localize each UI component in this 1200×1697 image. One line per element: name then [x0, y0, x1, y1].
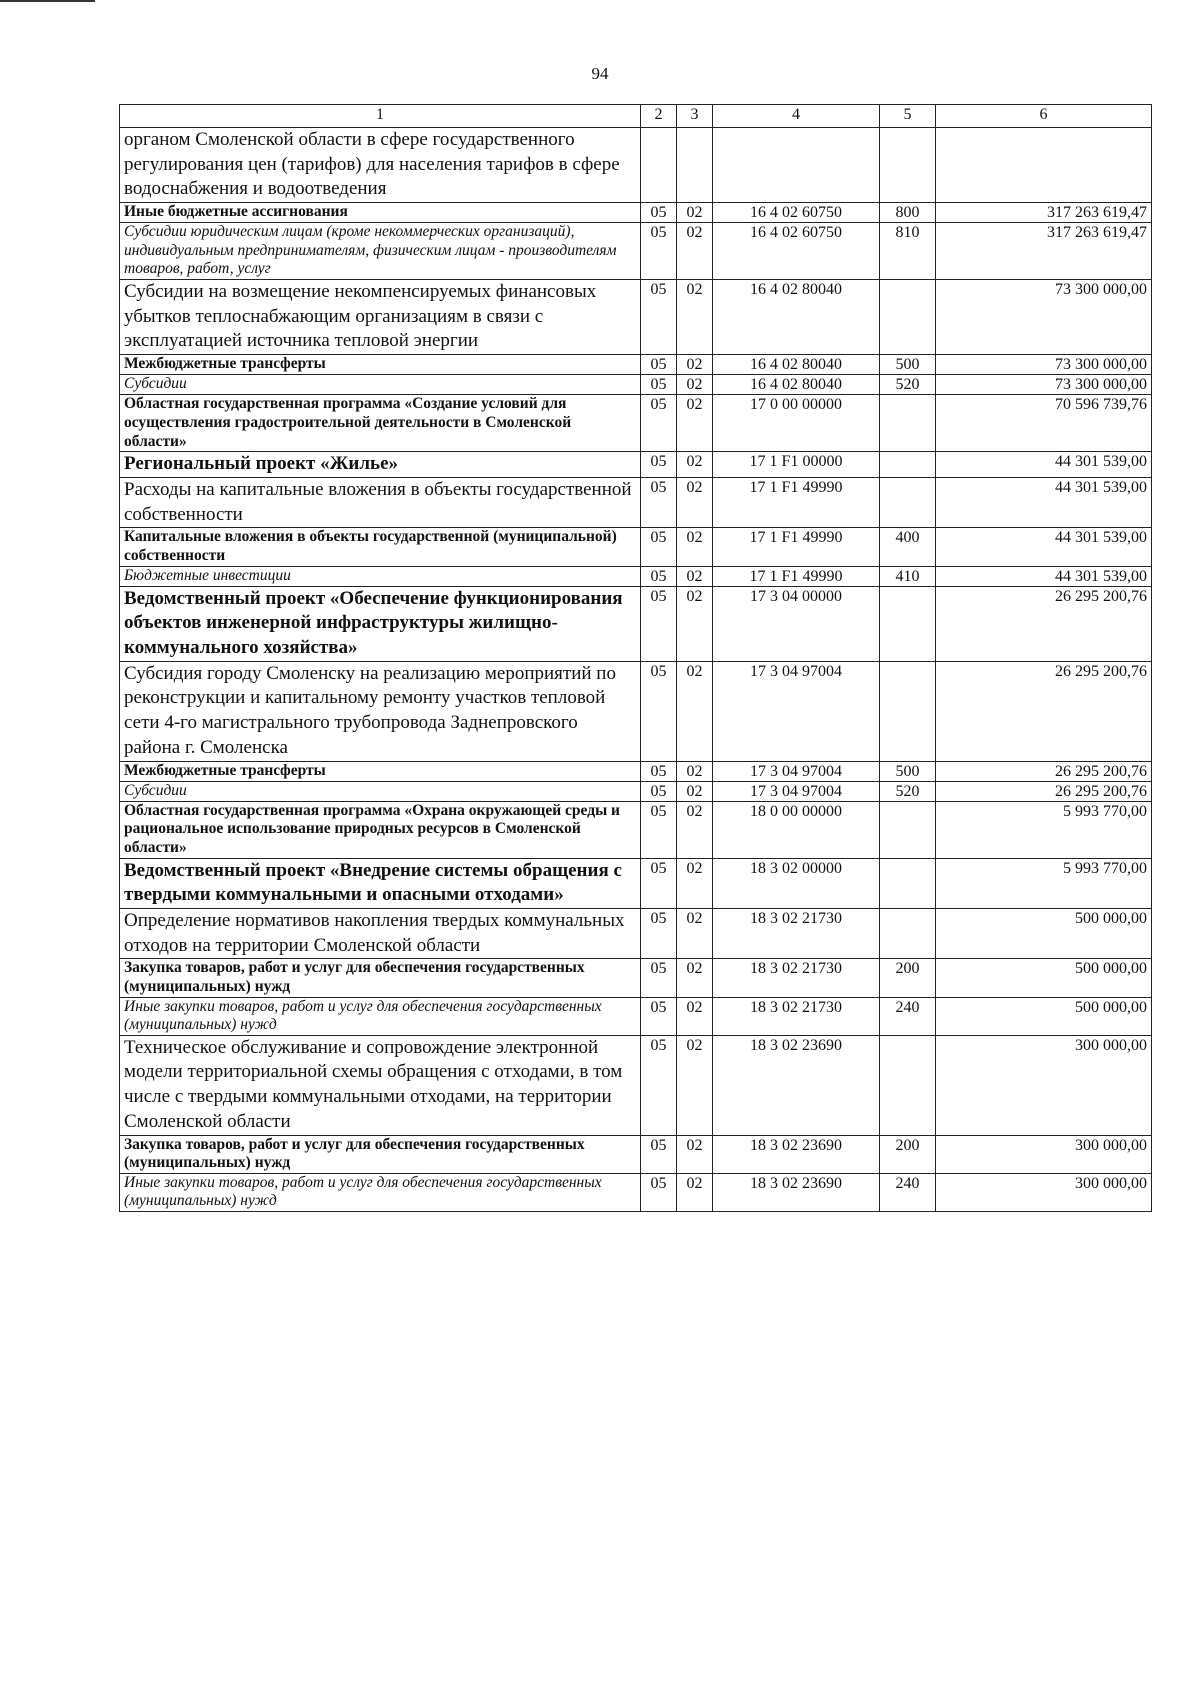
- subsection-cell: 02: [677, 761, 713, 781]
- header-cell: 2: [641, 105, 677, 128]
- target-code-cell: 16 4 02 60750: [713, 203, 880, 223]
- amount-cell: 26 295 200,76: [936, 781, 1152, 801]
- item-name-cell: органом Смоленской области в сфере государственного регулирования цен (тарифов) для населения тарифов в сфере водоснабжения и водоотведения: [120, 128, 641, 203]
- target-code-cell: 17 3 04 97004: [713, 661, 880, 761]
- item-name-cell: Бюджетные инвестиции: [120, 566, 641, 586]
- expense-type-cell: [880, 1035, 936, 1135]
- table-row: [120, 586, 1152, 661]
- table-row: [120, 566, 1152, 586]
- page-number: 94: [591, 64, 609, 83]
- table-row: [120, 375, 1152, 395]
- subsection-cell: 02: [677, 1135, 713, 1173]
- header-row: [120, 105, 1152, 128]
- section-cell: 05: [641, 586, 677, 661]
- target-code-cell: 18 3 02 23690: [713, 1135, 880, 1173]
- item-name-cell: Иные закупки товаров, работ и услуг для обеспечения государственных (муниципальных) нужд: [120, 1173, 641, 1211]
- header-cell: 3: [677, 105, 713, 128]
- scan-edge-mark: [0, 0, 95, 2]
- item-name-cell: Закупка товаров, работ и услуг для обеспечения государственных (муниципальных) нужд: [120, 959, 641, 997]
- amount-cell: 44 301 539,00: [936, 528, 1152, 566]
- section-cell: 05: [641, 909, 677, 959]
- subsection-cell: 02: [677, 223, 713, 280]
- table-row: [120, 959, 1152, 997]
- header-cell: 5: [880, 105, 936, 128]
- target-code-cell: 18 0 00 00000: [713, 801, 880, 858]
- expense-type-cell: [880, 858, 936, 908]
- section-cell: 05: [641, 223, 677, 280]
- expense-type-cell: [880, 477, 936, 527]
- amount-cell: 317 263 619,47: [936, 203, 1152, 223]
- section-cell: 05: [641, 781, 677, 801]
- section-cell: 05: [641, 477, 677, 527]
- expense-type-cell: 410: [880, 566, 936, 586]
- amount-cell: 44 301 539,00: [936, 452, 1152, 478]
- table-row: [120, 395, 1152, 452]
- expense-type-cell: [880, 661, 936, 761]
- header-cell: 4: [713, 105, 880, 128]
- header-cell: 6: [936, 105, 1152, 128]
- item-name-cell: Субсидии на возмещение некомпенсируемых финансовых убытков теплоснабжающим организациям в связи с эксплуатацией источника тепловой энергии: [120, 280, 641, 355]
- table-row: [120, 1173, 1152, 1211]
- table-row: [120, 1035, 1152, 1135]
- subsection-cell: 02: [677, 375, 713, 395]
- target-code-cell: 18 3 02 23690: [713, 1173, 880, 1211]
- section-cell: 05: [641, 528, 677, 566]
- subsection-cell: [677, 128, 713, 203]
- item-name-cell: Субсидии юридическим лицам (кроме некоммерческих организаций), индивидуальным предпринимателям, физическим лицам - производителям товаров, работ, услуг: [120, 223, 641, 280]
- subsection-cell: 02: [677, 477, 713, 527]
- expense-type-cell: [880, 452, 936, 478]
- subsection-cell: 02: [677, 452, 713, 478]
- table-row: [120, 128, 1152, 203]
- expense-type-cell: 200: [880, 1135, 936, 1173]
- section-cell: 05: [641, 661, 677, 761]
- subsection-cell: 02: [677, 586, 713, 661]
- target-code-cell: 16 4 02 80040: [713, 280, 880, 355]
- subsection-cell: 02: [677, 1173, 713, 1211]
- item-name-cell: Иные бюджетные ассигнования: [120, 203, 641, 223]
- section-cell: 05: [641, 801, 677, 858]
- table-row: [120, 761, 1152, 781]
- header-cell: 1: [120, 105, 641, 128]
- section-cell: 05: [641, 1173, 677, 1211]
- target-code-cell: 18 3 02 23690: [713, 1035, 880, 1135]
- expense-type-cell: 520: [880, 781, 936, 801]
- section-cell: 05: [641, 452, 677, 478]
- table-row: [120, 858, 1152, 908]
- expense-type-cell: 200: [880, 959, 936, 997]
- target-code-cell: 17 0 00 00000: [713, 395, 880, 452]
- expense-type-cell: [880, 586, 936, 661]
- expense-type-cell: 810: [880, 223, 936, 280]
- amount-cell: 5 993 770,00: [936, 801, 1152, 858]
- amount-cell: 500 000,00: [936, 909, 1152, 959]
- target-code-cell: 18 3 02 21730: [713, 909, 880, 959]
- item-name-cell: Расходы на капитальные вложения в объекты государственной собственности: [120, 477, 641, 527]
- expense-type-cell: 240: [880, 997, 936, 1035]
- budget-table-body: [120, 105, 1152, 1212]
- subsection-cell: 02: [677, 203, 713, 223]
- table-row: [120, 661, 1152, 761]
- item-name-cell: Субсидии: [120, 375, 641, 395]
- expense-type-cell: [880, 128, 936, 203]
- subsection-cell: 02: [677, 781, 713, 801]
- item-name-cell: Иные закупки товаров, работ и услуг для обеспечения государственных (муниципальных) нужд: [120, 997, 641, 1035]
- target-code-cell: 17 3 04 97004: [713, 761, 880, 781]
- subsection-cell: 02: [677, 997, 713, 1035]
- target-code-cell: [713, 128, 880, 203]
- expense-type-cell: 240: [880, 1173, 936, 1211]
- table-row: [120, 223, 1152, 280]
- amount-cell: [936, 128, 1152, 203]
- table-row: [120, 997, 1152, 1035]
- amount-cell: 26 295 200,76: [936, 661, 1152, 761]
- section-cell: 05: [641, 1135, 677, 1173]
- target-code-cell: 18 3 02 21730: [713, 997, 880, 1035]
- item-name-cell: Закупка товаров, работ и услуг для обеспечения государственных (муниципальных) нужд: [120, 1135, 641, 1173]
- amount-cell: 73 300 000,00: [936, 355, 1152, 375]
- item-name-cell: Определение нормативов накопления твердых коммунальных отходов на территории Смоленской области: [120, 909, 641, 959]
- amount-cell: 26 295 200,76: [936, 761, 1152, 781]
- amount-cell: 73 300 000,00: [936, 280, 1152, 355]
- subsection-cell: 02: [677, 801, 713, 858]
- item-name-cell: Областная государственная программа «Охрана окружающей среды и рациональное использование природных ресурсов в Смоленской области»: [120, 801, 641, 858]
- section-cell: 05: [641, 395, 677, 452]
- amount-cell: 300 000,00: [936, 1035, 1152, 1135]
- expense-type-cell: 800: [880, 203, 936, 223]
- target-code-cell: 17 3 04 00000: [713, 586, 880, 661]
- item-name-cell: Капитальные вложения в объекты государственной (муниципальной) собственности: [120, 528, 641, 566]
- amount-cell: 5 993 770,00: [936, 858, 1152, 908]
- expense-type-cell: 500: [880, 355, 936, 375]
- subsection-cell: 02: [677, 280, 713, 355]
- item-name-cell: Областная государственная программа «Создание условий для осуществления градостроительной деятельности в Смоленской области»: [120, 395, 641, 452]
- item-name-cell: Межбюджетные трансферты: [120, 355, 641, 375]
- amount-cell: 317 263 619,47: [936, 223, 1152, 280]
- subsection-cell: 02: [677, 909, 713, 959]
- target-code-cell: 17 1 F1 49990: [713, 528, 880, 566]
- table-row: [120, 355, 1152, 375]
- subsection-cell: 02: [677, 566, 713, 586]
- table-row: [120, 528, 1152, 566]
- expense-type-cell: [880, 280, 936, 355]
- target-code-cell: 17 1 F1 49990: [713, 566, 880, 586]
- expense-type-cell: [880, 909, 936, 959]
- budget-table: [119, 104, 1152, 1212]
- section-cell: 05: [641, 566, 677, 586]
- subsection-cell: 02: [677, 858, 713, 908]
- amount-cell: 300 000,00: [936, 1173, 1152, 1211]
- item-name-cell: Техническое обслуживание и сопровождение электронной модели территориальной схемы обращения с отходами, в том числе с твердыми коммунальными отходами, на территории Смоленской области: [120, 1035, 641, 1135]
- subsection-cell: 02: [677, 959, 713, 997]
- amount-cell: 44 301 539,00: [936, 566, 1152, 586]
- amount-cell: 500 000,00: [936, 997, 1152, 1035]
- table-row: [120, 801, 1152, 858]
- section-cell: [641, 128, 677, 203]
- subsection-cell: 02: [677, 661, 713, 761]
- expense-type-cell: 500: [880, 761, 936, 781]
- expense-type-cell: [880, 801, 936, 858]
- section-cell: 05: [641, 1035, 677, 1135]
- expense-type-cell: 520: [880, 375, 936, 395]
- section-cell: 05: [641, 375, 677, 395]
- section-cell: 05: [641, 858, 677, 908]
- section-cell: 05: [641, 959, 677, 997]
- item-name-cell: Ведомственный проект «Обеспечение функционирования объектов инженерной инфраструктуры жилищно-коммунального хозяйства»: [120, 586, 641, 661]
- amount-cell: 26 295 200,76: [936, 586, 1152, 661]
- amount-cell: 73 300 000,00: [936, 375, 1152, 395]
- section-cell: 05: [641, 203, 677, 223]
- amount-cell: 500 000,00: [936, 959, 1152, 997]
- target-code-cell: 16 4 02 60750: [713, 223, 880, 280]
- section-cell: 05: [641, 355, 677, 375]
- table-row: [120, 909, 1152, 959]
- amount-cell: 70 596 739,76: [936, 395, 1152, 452]
- subsection-cell: 02: [677, 1035, 713, 1135]
- expense-type-cell: [880, 395, 936, 452]
- item-name-cell: Субсидия городу Смоленску на реализацию мероприятий по реконструкции и капитальному ремонту участков тепловой сети 4-го магистрального трубопровода Заднепровского района г. Смоленска: [120, 661, 641, 761]
- target-code-cell: 18 3 02 00000: [713, 858, 880, 908]
- target-code-cell: 18 3 02 21730: [713, 959, 880, 997]
- section-cell: 05: [641, 761, 677, 781]
- item-name-cell: Субсидии: [120, 781, 641, 801]
- table-row: [120, 203, 1152, 223]
- subsection-cell: 02: [677, 528, 713, 566]
- section-cell: 05: [641, 280, 677, 355]
- target-code-cell: 17 1 F1 00000: [713, 452, 880, 478]
- item-name-cell: Межбюджетные трансферты: [120, 761, 641, 781]
- table-row: [120, 477, 1152, 527]
- section-cell: 05: [641, 997, 677, 1035]
- item-name-cell: Ведомственный проект «Внедрение системы обращения с твердыми коммунальными и опасными отходами»: [120, 858, 641, 908]
- table-row: [120, 280, 1152, 355]
- amount-cell: 300 000,00: [936, 1135, 1152, 1173]
- target-code-cell: 17 1 F1 49990: [713, 477, 880, 527]
- amount-cell: 44 301 539,00: [936, 477, 1152, 527]
- target-code-cell: 17 3 04 97004: [713, 781, 880, 801]
- subsection-cell: 02: [677, 395, 713, 452]
- expense-type-cell: 400: [880, 528, 936, 566]
- subsection-cell: 02: [677, 355, 713, 375]
- table-row: [120, 1135, 1152, 1173]
- target-code-cell: 16 4 02 80040: [713, 375, 880, 395]
- table-row: [120, 452, 1152, 478]
- table-row: [120, 781, 1152, 801]
- target-code-cell: 16 4 02 80040: [713, 355, 880, 375]
- item-name-cell: Региональный проект «Жилье»: [120, 452, 641, 478]
